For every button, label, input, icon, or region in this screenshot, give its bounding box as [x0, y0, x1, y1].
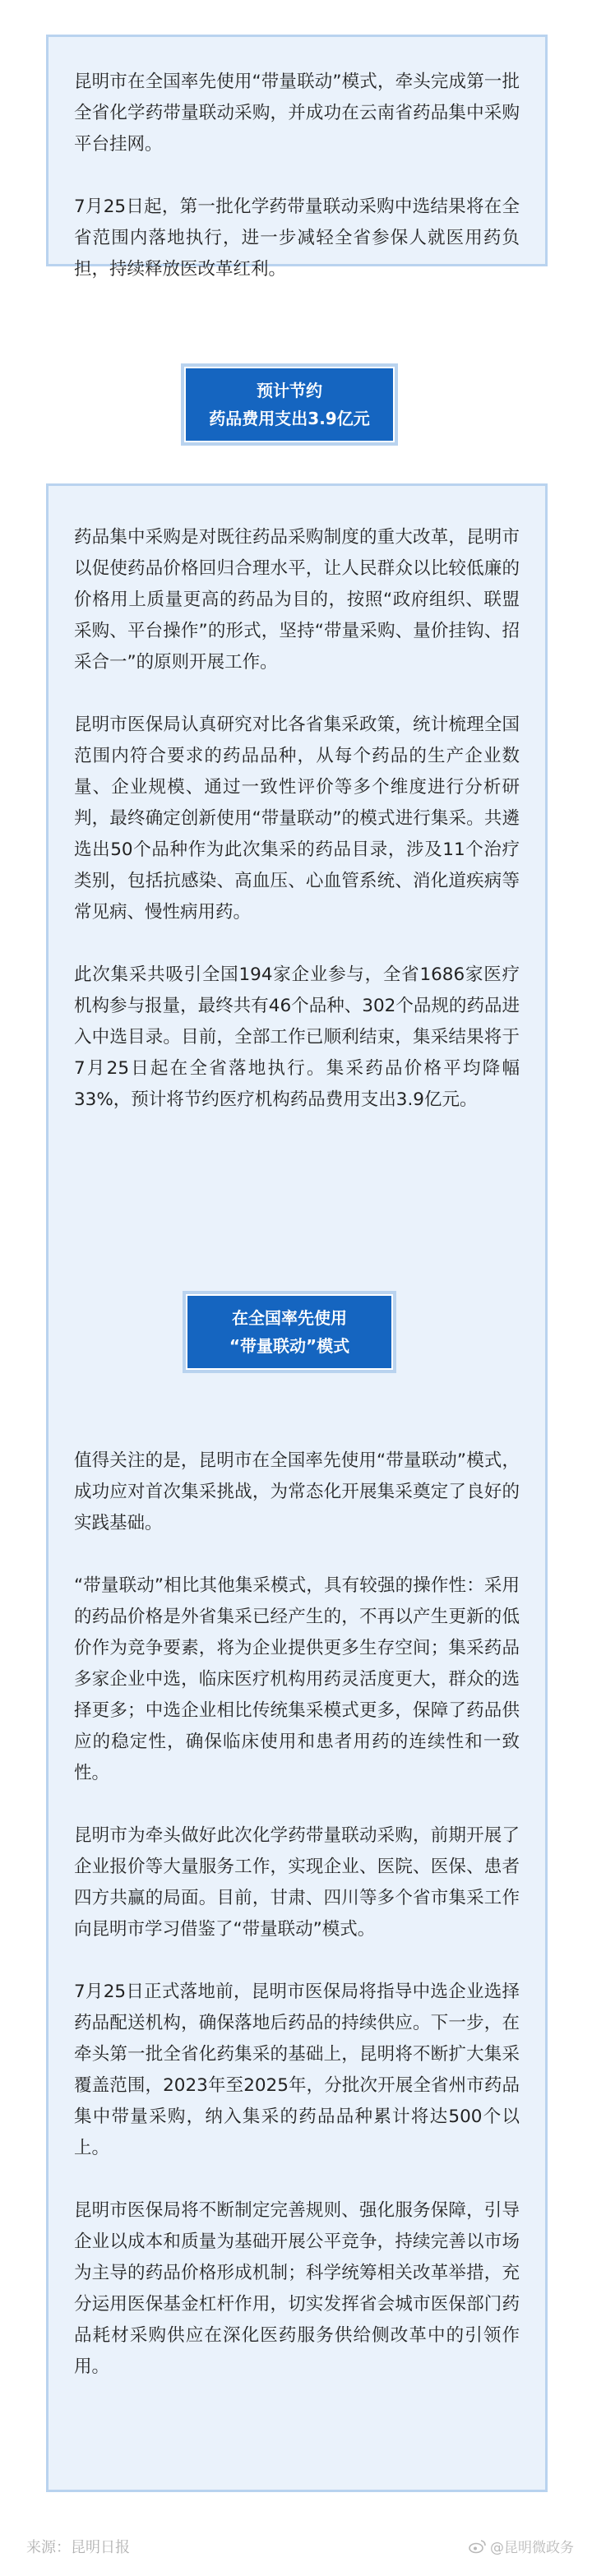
- savings-paragraph-2: 昆明市医保局认真研究对比各省集采政策，统计梳理全国范围内符合要求的药品品种，从每个药品的生产企业数量、企业规模、通过一致性评价等多个维度进行分析研判，最终确定创新使用“带量联动”的模式进行集采。共遴选出50个品种作为此次集采的药品目录，涉及11个治疗类别，包括抗感染、高血压、心血管系统、消化道疾病等常见病、慢性病用药。: [74, 715, 520, 923]
- mode-paragraph-5: 昆明市医保局将不断制定完善规则、强化服务保障，引导企业以成本和质量为基础开展公平竞争，持续完善以市场为主导的药品价格形成机制；科学统筹相关改革举措，充分运用医保基金杠杆作用，切实发挥省会城市医保部门药品耗材采购供应在深化医药服务供给侧改革中的引领作用。: [74, 2200, 520, 2377]
- intro-box: [46, 35, 548, 280]
- watermark: [469, 2536, 574, 2556]
- heading-line-2: 药品费用支出3.9亿元: [209, 409, 370, 428]
- savings-paragraph-1: 药品集中采购是对既往药品采购制度的重大改革，昆明市以促使药品价格回归合理水平，让人民群众以比较低廉的价格用上质量更高的药品为目的，按照“政府组织、联盟采购、平台操作”的形式，坚持“带量采购、量价挂钩、招采合一”的原则开展工作。: [74, 527, 520, 673]
- heading-line-1: 预计节约: [257, 381, 322, 400]
- watermark-text: @昆明微政务: [490, 2540, 574, 2556]
- mode-paragraph-1: 值得关注的是，昆明市在全国率先使用“带量联动”模式，成功应对首次集采挑战，为常态化开展集采奠定了良好的实践基础。: [74, 1450, 520, 1533]
- weibo-icon: [469, 2539, 487, 2554]
- section-heading-savings: [181, 363, 398, 446]
- heading-line-2: “带量联动”模式: [229, 1336, 350, 1356]
- mode-paragraph-4: 7月25日正式落地前，昆明市医保局将指导中选企业选择药品配送机构，确保落地后药品的持续供应。下一步，在牵头第一批全省化药集采的基础上，昆明将不断扩大集采覆盖范围，2023年至2025年，分批次开展全省州市药品集中带量采购，纳入集采的药品品种累计将达500个以上。: [74, 1982, 520, 2158]
- mode-paragraph-2: “带量联动”相比其他集采模式，具有较强的操作性：采用的药品价格是外省集采已经产生的，不再以产生更新的低价作为竞争要素，将为企业提供更多生存空间；集采药品多家企业中选，临床医疗机构用药灵活度更大，群众的选择更多；中选企业相比传统集采模式更多，保障了药品供应的稳定性，确保临床使用和患者用药的连续性和一致性。: [74, 1575, 520, 1783]
- mode-box: [46, 1413, 548, 2492]
- heading-line-1: 在全国率先使用: [232, 1308, 347, 1328]
- savings-box: [46, 483, 548, 1417]
- mode-paragraph-3: 昆明市为牵头做好此次化学药带量联动采购，前期开展了企业报价等大量服务工作，实现企业、医院、医保、患者四方共赢的局面。目前，甘肃、四川等多个省市集采工作向昆明市学习借鉴了“带量联动”模式。: [74, 1825, 520, 1940]
- intro-paragraph-1: 昆明市在全国率先使用“带量联动”模式，牵头完成第一批全省化学药带量联动采购，并成功在云南省药品集中采购平台挂网。: [74, 72, 520, 155]
- section-heading-mode: [183, 1291, 396, 1373]
- intro-paragraph-2: 7月25日起，第一批化学药带量联动采购中选结果将在全省范围内落地执行，进一步减轻全省参保人就医用药负担，持续释放医改革红利。: [74, 197, 520, 280]
- savings-paragraph-3: 此次集采共吸引全国194家企业参与，全省1686家医疗机构参与报量，最终共有46个品种、302个品规的药品进入中选目录。目前，全部工作已顺利结束，集采结果将于7月25日起在全省落地执行。集采药品价格平均降幅33%，预计将节约医疗机构药品费用支出3.9亿元。: [74, 964, 520, 1110]
- source-credit: 来源：昆明日报: [26, 2539, 130, 2556]
